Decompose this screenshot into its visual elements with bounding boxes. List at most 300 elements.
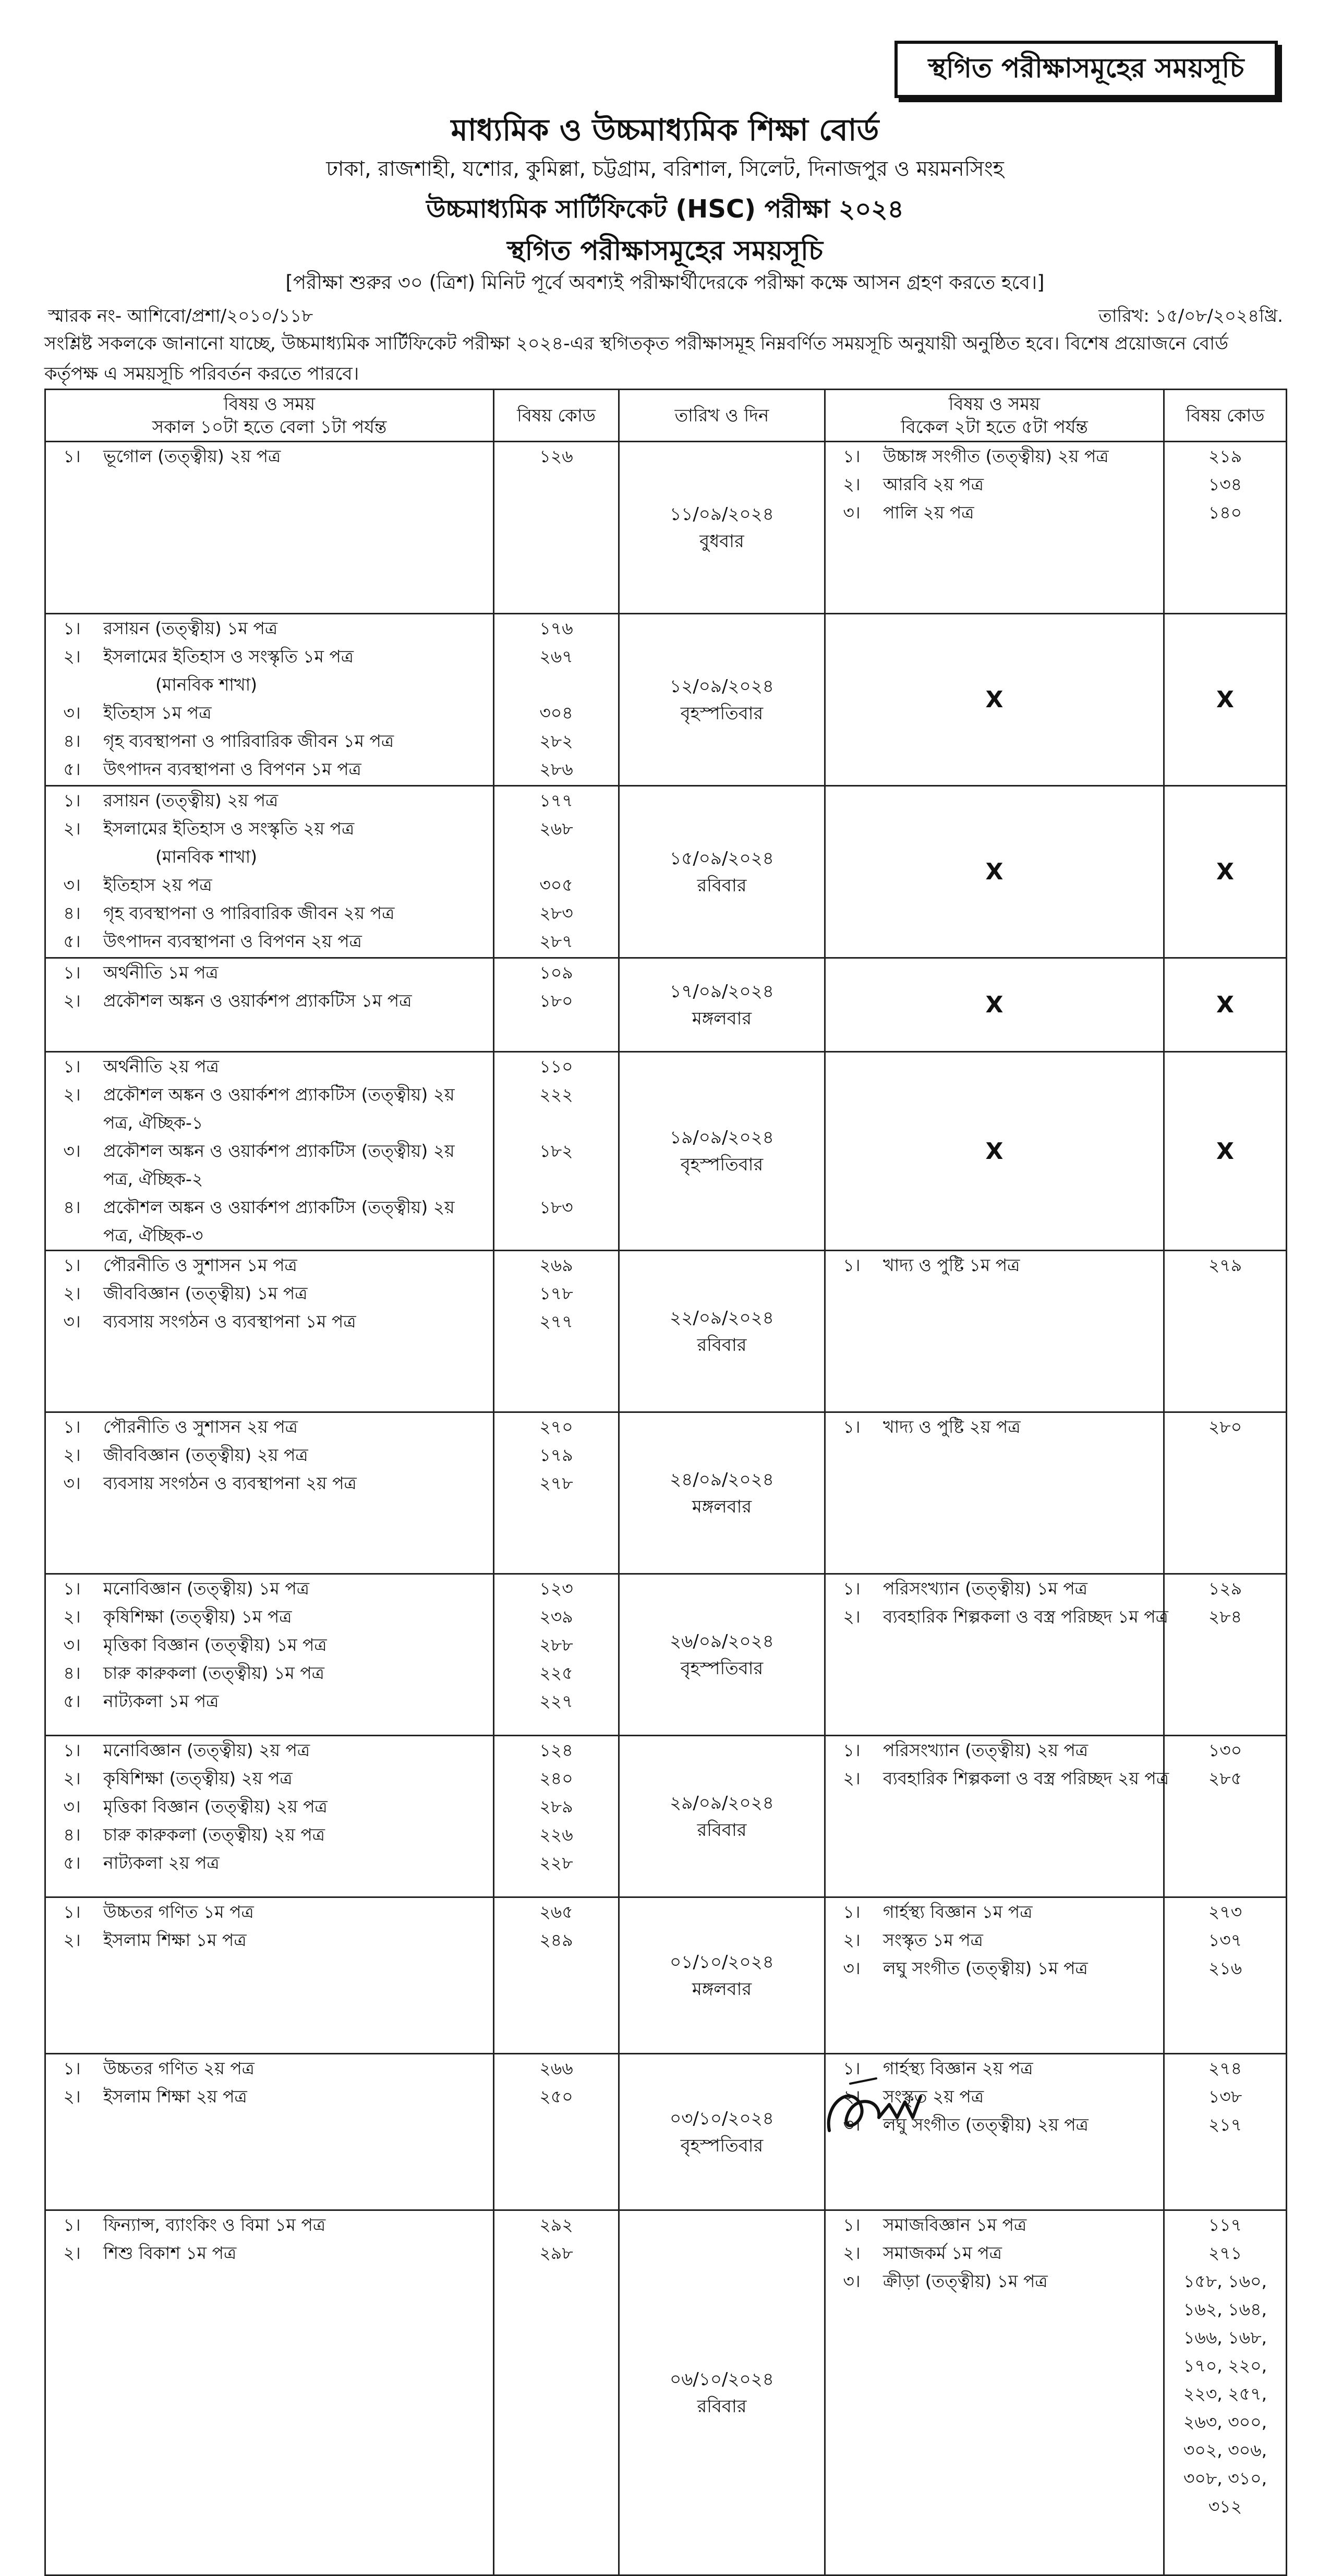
date-day-cell	[619, 1574, 825, 1736]
subject-line	[46, 727, 493, 755]
subject-name: অর্থনীতি ১ম পত্র	[103, 962, 219, 983]
subject-number: ১।	[843, 2215, 861, 2235]
subject-name: রসায়ন (তত্ত্বীয়) ২য় পত্র	[103, 790, 279, 811]
subject-number: ২।	[63, 1930, 81, 1950]
subject-line	[46, 1279, 493, 1308]
header-afternoon: বিষয় ও সময় বিকেল ২টা হতে ৫টা পর্যন্ত	[825, 390, 1164, 442]
subject-code: ১৪০	[1208, 502, 1242, 523]
subject-number: ১।	[63, 2058, 81, 2078]
exam-date: ১৭/০৯/২০২৪	[670, 981, 774, 1002]
subject-code: ২৭৮	[539, 1473, 573, 1493]
morning-codes	[494, 1251, 619, 1412]
subject-line	[826, 1575, 1163, 1603]
schedule-table	[44, 389, 1287, 2576]
morning-codes	[494, 1412, 619, 1574]
subject-number	[46, 843, 98, 871]
afternoon-none: X	[825, 1052, 1164, 1251]
subject-number: ২।	[63, 1084, 81, 1105]
afternoon-code-none: X	[1164, 1052, 1287, 1251]
subject-line	[826, 470, 1163, 499]
subject-name: প্রকৌশল অঙ্কন ও ওয়ার্কশপ প্র্যাকটিস ১ম পত্র	[103, 990, 412, 1011]
subject-code: ২৭১	[1208, 2243, 1242, 2263]
subject-code: ২৪০	[539, 1768, 573, 1788]
subject-name: উচ্চতর গণিত ২য় পত্র	[103, 2058, 255, 2078]
subject-number: ১।	[843, 1417, 861, 1437]
subject-code: ১৮০	[539, 990, 573, 1011]
subject-code: ৩০৫	[539, 875, 573, 895]
subject-code: ২৮৮	[539, 1635, 573, 1655]
subject-number: ১।	[63, 1740, 81, 1760]
afternoon-none: X	[825, 614, 1164, 786]
signature	[819, 2073, 944, 2141]
subject-number: ১।	[843, 446, 861, 466]
subject-name: রসায়ন (তত্ত্বীয়) ১ম পত্র	[103, 618, 278, 638]
table-row	[45, 1574, 1287, 1736]
subject-code: ২৭৯	[1208, 1255, 1242, 1275]
subject-number: ১।	[843, 1740, 861, 1760]
subject-code: ২৮৯	[539, 1796, 573, 1817]
subject-name: পত্র, ঐচ্ছিক-১	[103, 1112, 203, 1133]
subject-code: ২৫০	[539, 2086, 573, 2107]
exam-day: মঙ্গলবার	[692, 1496, 752, 1517]
exam-date: ২৯/০৯/২০২৪	[670, 1792, 774, 1813]
subject-line	[826, 1764, 1169, 1793]
subject-name: মৃত্তিকা বিজ্ঞান (তত্ত্বীয়) ১ম পত্র	[103, 1635, 327, 1655]
subject-name: সমাজবিজ্ঞান ১ম পত্র	[883, 2215, 1027, 2235]
subject-code	[494, 1109, 618, 1137]
subject-code: ২১৯	[1208, 446, 1242, 466]
subject-line	[826, 499, 1163, 527]
subject-number	[46, 1222, 98, 1250]
subject-number: ৩।	[843, 2114, 861, 2135]
exam-day: রবিবার	[697, 875, 747, 896]
subject-code	[494, 1222, 618, 1250]
subject-line	[826, 1251, 1163, 1279]
subject-number: ১।	[63, 1417, 81, 1437]
header-morning: বিষয় ও সময় সকাল ১০টা হতে বেলা ১টা পর্যন্ত	[45, 390, 494, 442]
subject-name: ইসলাম শিক্ষা ২য় পত্র	[103, 2086, 247, 2107]
subject-code: ২৩৯	[539, 1606, 573, 1627]
subject-name: গার্হস্থ্য বিজ্ঞান ১ম পত্র	[883, 1902, 1033, 1922]
subject-line	[826, 1954, 1163, 1982]
subject-number: ৩।	[843, 2271, 861, 2291]
subject-number: ২।	[843, 1606, 861, 1627]
date-day-cell	[619, 1251, 825, 1412]
subject-code: ১৭৬	[539, 618, 573, 638]
exam-title: উচ্চমাধ্যমিক সার্টিফিকেট (HSC) পরীক্ষা ২০২৪	[426, 195, 904, 224]
subject-name: চারু কারুকলা (তত্ত্বীয়) ১ম পত্র	[103, 1663, 324, 1683]
table-row	[45, 1052, 1287, 1251]
subject-line	[46, 614, 493, 643]
instruction-note: [পরীক্ষা শুরুর ৩০ (ত্রিশ) মিনিট পূর্বে অবশ্যই পরীক্ষার্থীদেরকে পরীক্ষা কক্ষে আসন গ্রহণ করতে হবে।]	[285, 271, 1045, 294]
subject-number: ১।	[63, 446, 81, 466]
afternoon-codes	[1164, 1574, 1287, 1736]
subject-name: (মানবিক শাখা)	[155, 674, 258, 695]
subject-name: খাদ্য ও পুষ্টি ২য় পত্র	[883, 1417, 1021, 1437]
subject-line	[46, 2239, 493, 2267]
afternoon-codes	[1164, 1251, 1287, 1412]
table-row	[45, 958, 1287, 1052]
subject-code: ১২৪	[539, 1740, 573, 1760]
subject-line	[46, 871, 493, 899]
subject-line	[46, 1764, 493, 1793]
subject-code-list: ১৫৮, ১৬০, ১৬২, ১৬৪, ১৬৬, ১৬৮, ১৭০, ২২০, ২২৩, ২৫৭, ২৬৩, ৩০০, ৩০২, ৩০৬, ৩০৮, ৩১০, ৩১২	[1183, 2271, 1267, 2517]
exam-date: ১৫/০৯/২০২৪	[670, 848, 774, 869]
subject-name: নাট্যকলা ২য় পত্র	[103, 1853, 220, 1873]
subject-number: ২।	[63, 818, 81, 839]
exam-date: ০৩/১০/২০২৪	[670, 2108, 774, 2129]
subject-code: ২৮৬	[539, 759, 573, 779]
subject-name: ব্যবসায় সংগঠন ও ব্যবস্থাপনা ২য় পত্র	[103, 1473, 357, 1493]
subject-code: ২৯৮	[539, 2243, 573, 2263]
afternoon-subjects	[825, 1412, 1164, 1574]
subject-number: ১।	[63, 1902, 81, 1922]
board-cities: ঢাকা, রাজশাহী, যশোর, কুমিল্লা, চট্টগ্রাম, বরিশাল, সিলেট, দিনাজপুর ও ময়মনসিংহ	[326, 157, 1004, 181]
afternoon-subjects	[825, 2210, 1164, 2575]
date-day-cell	[619, 2054, 825, 2210]
subject-name: উৎপাদন ব্যবস্থাপনা ও বিপণন ১ম পত্র	[103, 759, 361, 779]
subject-number: ১।	[843, 1578, 861, 1599]
subject-number: ১।	[63, 2215, 81, 2235]
afternoon-subjects	[825, 1897, 1164, 2054]
subject-number: ৪।	[63, 731, 81, 751]
subject-code: ২২৫	[539, 1663, 573, 1683]
subject-number: ২।	[63, 1283, 81, 1303]
exam-day: রবিবার	[697, 1819, 747, 1841]
subject-code: ১৮২	[539, 1141, 573, 1161]
exam-day: মঙ্গলবার	[692, 1008, 752, 1029]
subject-number: ২।	[843, 2243, 861, 2263]
exam-date: ২৪/০৯/২০২৪	[670, 1469, 774, 1490]
subject-number: ২।	[843, 1768, 861, 1788]
subject-number: ৩।	[63, 1473, 81, 1493]
date-day-cell	[619, 1897, 825, 2054]
subject-name: মনোবিজ্ঞান (তত্ত্বীয়) ২য় পত্র	[103, 1740, 310, 1760]
subject-name: সংস্কৃত ২য় পত্র	[883, 2086, 984, 2107]
subject-name: জীববিজ্ঞান (তত্ত্বীয়) ২য় পত্র	[103, 1445, 308, 1465]
exam-day: বুধবার	[699, 530, 744, 552]
subject-name: ব্যবহারিক শিল্পকলা ও বস্ত্র পরিচ্ছদ ১ম পত্র	[883, 1606, 1168, 1627]
table-row	[45, 614, 1287, 786]
subject-number: ২।	[63, 1606, 81, 1627]
subject-line	[826, 1413, 1163, 1441]
subject-name: কৃষিশিক্ষা (তত্ত্বীয়) ১ম পত্র	[103, 1606, 292, 1627]
morning-codes	[494, 2054, 619, 2210]
subject-code: ২৭৩	[1208, 1902, 1242, 1922]
subject-name: ইসলাম শিক্ষা ১ম পত্র	[103, 1930, 247, 1950]
morning-codes	[494, 2210, 619, 2575]
subject-line	[826, 442, 1163, 470]
subject-code: ২৯২	[539, 2215, 573, 2235]
subject-code: ২৭০	[539, 1417, 573, 1437]
subject-code	[494, 1165, 618, 1193]
title-box: স্থগিত পরীক্ষাসমূহের সময়সূচি	[894, 41, 1278, 98]
subject-number: ১।	[843, 2058, 861, 2078]
afternoon-codes	[1164, 1897, 1287, 2054]
subject-line	[46, 671, 493, 699]
morning-subjects	[45, 1412, 494, 1574]
subject-name: উৎপাদন ব্যবস্থাপনা ও বিপণন ২য় পত্র	[103, 931, 362, 951]
subject-name: কৃষিশিক্ষা (তত্ত্বীয়) ২য় পত্র	[103, 1768, 293, 1788]
subject-code: ১১০	[539, 1056, 573, 1077]
date-day-cell	[619, 1736, 825, 1897]
subject-line	[826, 2211, 1163, 2239]
subject-code: ২২৮	[539, 1853, 573, 1873]
subject-number: ১।	[63, 962, 81, 983]
afternoon-code-none: X	[1164, 958, 1287, 1052]
subject-code: ২৮২	[539, 731, 573, 751]
subject-line	[826, 2267, 1163, 2295]
notice-paragraph: সংশ্লিষ্ট সকলকে জানানো যাচ্ছে, উচ্চমাধ্যমিক সার্টিফিকেট পরীক্ষা ২০২৪-এর স্থগিতকৃত পরীক্ষাসমূহ নিম্নবর্ণিত সময়সূচি অনুযায়ী অনুষ্ঠিত হবে। বিশেষ প্রয়োজনে বোর্ড কর্তৃপক্ষ এ সময়সূচি পরিবর্তন করতে পারবে।	[44, 333, 1229, 384]
subject-number: ২।	[843, 2086, 861, 2107]
subject-number	[46, 1109, 98, 1137]
exam-day: রবিবার	[697, 2396, 747, 2417]
morning-subjects	[45, 1251, 494, 1412]
subject-line	[46, 1821, 493, 1849]
subject-line	[46, 959, 493, 987]
subject-code: ২৬৭	[539, 646, 573, 667]
subject-name: চারু কারুকলা (তত্ত্বীয়) ২য় পত্র	[103, 1824, 325, 1845]
exam-day: মঙ্গলবার	[692, 1978, 752, 2000]
subject-number: ৩।	[843, 502, 861, 523]
subject-line	[46, 843, 493, 871]
subject-code: ২৪৯	[539, 1930, 573, 1950]
morning-subjects	[45, 1736, 494, 1897]
morning-subjects	[45, 1897, 494, 2054]
exam-date: ০৬/১০/২০২৪	[670, 2368, 774, 2390]
header-code-2: বিষয় কোড	[1164, 390, 1287, 442]
exam-date: ২৬/০৯/২০২৪	[670, 1630, 774, 1652]
subject-name: পরিসংখ্যান (তত্ত্বীয়) ১ম পত্র	[883, 1578, 1087, 1599]
subject-line	[46, 2083, 493, 2111]
table-row	[45, 442, 1287, 614]
subject-line	[46, 1193, 493, 1222]
subject-line	[46, 1687, 493, 1715]
exam-day: বৃহস্পতিবার	[680, 1658, 764, 1679]
table-row	[45, 1897, 1287, 2054]
subject-code: ২২৬	[539, 1824, 573, 1845]
subject-number: ৪।	[63, 1824, 81, 1845]
date-day-cell	[619, 958, 825, 1052]
subject-name: সংস্কৃত ১ম পত্র	[883, 1930, 983, 1950]
subject-number: ১।	[63, 1056, 81, 1077]
memo-number: স্মারক নং- আশিবো/প্রশা/২০১০/১১৮	[48, 306, 313, 326]
subject-code: ২৮০	[1208, 1417, 1242, 1437]
subject-code: ১০৯	[539, 962, 573, 983]
subject-line	[46, 643, 493, 671]
subject-line	[46, 899, 493, 927]
subject-line	[46, 1631, 493, 1659]
subject-code: ১৩৪	[1208, 474, 1242, 494]
subject-code: ১৩০	[1208, 1740, 1242, 1760]
subject-code: ১৭৮	[539, 1283, 573, 1303]
subject-line	[46, 1137, 493, 1165]
subject-code: ২৮৪	[1208, 1606, 1242, 1627]
subject-number	[46, 1165, 98, 1193]
subject-name: (মানবিক শাখা)	[155, 846, 258, 867]
subject-code: ২৬৯	[539, 1255, 573, 1275]
subject-line	[46, 787, 493, 815]
subject-line	[826, 1898, 1163, 1926]
subject-code: ২২৭	[539, 1691, 573, 1711]
morning-codes	[494, 442, 619, 614]
subject-code: ২১৭	[1208, 2114, 1242, 2135]
subject-code: ১৮৩	[539, 1197, 573, 1217]
table-row	[45, 1251, 1287, 1412]
morning-subjects	[45, 2210, 494, 2575]
exam-date: ০১/১০/২০২৪	[670, 1951, 774, 1973]
morning-codes	[494, 786, 619, 958]
subject-name: পত্র, ঐচ্ছিক-৩	[103, 1225, 203, 1245]
subject-code: ১২৯	[1208, 1578, 1242, 1599]
subject-line	[826, 1926, 1163, 1954]
subject-number: ৫।	[63, 1691, 81, 1711]
subject-name: লঘু সংগীত (তত্ত্বীয়) ১ম পত্র	[883, 1958, 1088, 1978]
date-day-cell	[619, 786, 825, 958]
subject-line	[826, 1603, 1168, 1631]
morning-codes	[494, 1736, 619, 1897]
subject-number: ১।	[63, 1578, 81, 1599]
subject-number: ৩।	[63, 1141, 81, 1161]
morning-subjects	[45, 1052, 494, 1251]
subject-line	[46, 1308, 493, 1336]
subject-code: ২৮৫	[1208, 1768, 1242, 1788]
subject-code: ২৬৫	[539, 1902, 573, 1922]
afternoon-codes	[1164, 1736, 1287, 1897]
afternoon-code-none: X	[1164, 614, 1287, 786]
subject-code: ১৩৭	[1208, 1930, 1242, 1950]
subject-name: উচ্চতর গণিত ১ম পত্র	[103, 1902, 254, 1922]
morning-codes	[494, 1897, 619, 2054]
subject-line	[46, 442, 493, 470]
subject-code	[494, 843, 618, 871]
table-row	[45, 2210, 1287, 2575]
subject-line	[46, 1926, 493, 1954]
subject-line	[46, 2211, 493, 2239]
subject-line	[46, 1736, 493, 1764]
subject-name: পত্র, ঐচ্ছিক-২	[103, 1169, 203, 1189]
subject-line	[46, 1109, 493, 1137]
subject-line	[46, 1603, 493, 1631]
subject-number: ২।	[63, 2243, 81, 2263]
table-header-row	[45, 390, 1287, 442]
morning-subjects	[45, 614, 494, 786]
subject-number: ২।	[63, 990, 81, 1011]
subject-line	[46, 1575, 493, 1603]
subject-line	[46, 1413, 493, 1441]
subject-number: ৪।	[63, 1197, 81, 1217]
subject-name: পরিসংখ্যান (তত্ত্বীয়) ২য় পত্র	[883, 1740, 1089, 1760]
subject-name: পৌরনীতি ও সুশাসন ১ম পত্র	[103, 1255, 297, 1275]
morning-codes	[494, 1574, 619, 1736]
issue-date: তারিখ: ১৫/০৮/২০২৪খ্রি.	[1098, 306, 1283, 326]
subject-number: ২।	[843, 474, 861, 494]
subject-line	[46, 1081, 493, 1109]
morning-codes	[494, 614, 619, 786]
date-day-cell	[619, 1412, 825, 1574]
subject-number: ৫।	[63, 759, 81, 779]
subject-name: ইতিহাস ১ম পত্র	[103, 703, 212, 723]
header-date-day: তারিখ ও দিন	[619, 390, 825, 442]
afternoon-codes	[1164, 442, 1287, 614]
subject-code: ২২২	[539, 1084, 573, 1105]
subject-code: ২৭৪	[1208, 2058, 1242, 2078]
subject-number: ২।	[63, 646, 81, 667]
subject-name: মনোবিজ্ঞান (তত্ত্বীয়) ১ম পত্র	[103, 1578, 309, 1599]
exam-date: ২২/০৯/২০২৪	[670, 1307, 774, 1328]
morning-subjects	[45, 442, 494, 614]
subject-code	[494, 671, 618, 699]
subject-name: ইসলামের ইতিহাস ও সংস্কৃতি ২য় পত্র	[103, 818, 355, 839]
subject-number: ৪।	[63, 903, 81, 923]
date-day-cell	[619, 442, 825, 614]
subject-code: ১৭৯	[539, 1445, 573, 1465]
exam-day: বৃহস্পতিবার	[680, 1154, 764, 1175]
subject-name: ফিন্যান্স, ব্যাংকিং ও বিমা ১ম পত্র	[103, 2215, 326, 2235]
subject-code: ২৬৮	[539, 818, 573, 839]
subject-code: ২৭৭	[539, 1311, 573, 1332]
subject-line	[46, 1441, 493, 1469]
subject-number: ৩।	[63, 1796, 81, 1817]
subject-number: ৩।	[63, 1311, 81, 1332]
subject-name: গৃহ ব্যবস্থাপনা ও পারিবারিক জীবন ১ম পত্র	[103, 731, 394, 751]
subject-line	[46, 1053, 493, 1081]
subject-number: ৩।	[63, 1635, 81, 1655]
table-row	[45, 2054, 1287, 2210]
subject-name: প্রকৌশল অঙ্কন ও ওয়ার্কশপ প্র্যাকটিস (তত্ত্বীয়) ২য়	[103, 1197, 455, 1217]
subject-number: ৩।	[843, 1958, 861, 1978]
exam-day: বৃহস্পতিবার	[680, 703, 764, 724]
afternoon-subjects	[825, 442, 1164, 614]
subject-name: পালি ২য় পত্র	[883, 502, 974, 523]
exam-day: রবিবার	[697, 1334, 747, 1356]
exam-day: বৃহস্পতিবার	[680, 2135, 764, 2156]
subject-name: ক্রীড়া (তত্ত্বীয়) ১ম পত্র	[883, 2271, 1048, 2291]
subject-number: ৫।	[63, 1853, 81, 1873]
subject-code: ১২৬	[539, 446, 573, 466]
subject-line	[46, 2054, 493, 2083]
morning-codes	[494, 958, 619, 1052]
subject-number: ৩।	[63, 703, 81, 723]
subject-name: আরবি ২য় পত্র	[883, 474, 984, 494]
afternoon-subjects	[825, 1251, 1164, 1412]
subject-line	[46, 1793, 493, 1821]
subject-number: ২।	[843, 1930, 861, 1950]
subject-code: ১২৩	[539, 1578, 573, 1599]
subject-name: অর্থনীতি ২য় পত্র	[103, 1056, 219, 1077]
exam-date: ১৯/০৯/২০২৪	[670, 1127, 774, 1148]
table-row	[45, 1412, 1287, 1574]
subject-code: ১৩৮	[1208, 2086, 1242, 2107]
afternoon-subjects	[825, 1736, 1169, 1897]
subject-number: ৫।	[63, 931, 81, 951]
subject-line	[826, 1736, 1163, 1764]
subject-line	[46, 1222, 493, 1250]
subject-number: ১।	[63, 1255, 81, 1275]
subject-code: ২১৬	[1208, 1958, 1242, 1978]
subject-number: ১।	[63, 618, 81, 638]
morning-subjects	[45, 786, 494, 958]
morning-subjects	[45, 1574, 494, 1736]
subject-line	[46, 815, 493, 843]
subject-line	[46, 1659, 493, 1687]
subject-code: ৩০৪	[539, 703, 573, 723]
subject-line	[46, 987, 493, 1015]
afternoon-none: X	[825, 958, 1164, 1052]
subject-name: জীববিজ্ঞান (তত্ত্বীয়) ১ম পত্র	[103, 1283, 308, 1303]
subject-line	[46, 927, 493, 956]
exam-date: ১২/০৯/২০২৪	[670, 675, 774, 697]
